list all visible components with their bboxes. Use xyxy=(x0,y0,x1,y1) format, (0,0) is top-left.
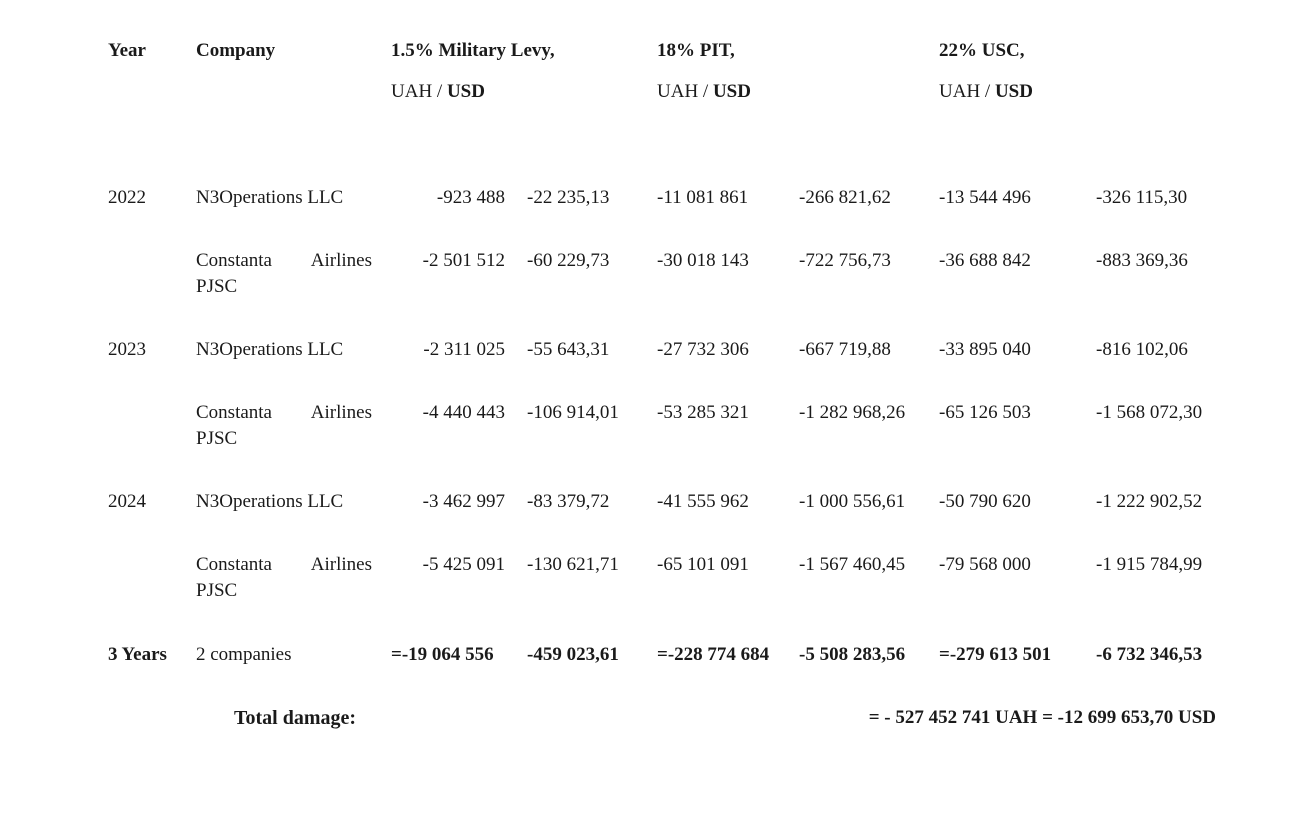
unit-uah: UAH xyxy=(939,81,981,102)
totals-pit-uah: =-228 774 684 xyxy=(657,644,770,665)
unit-slash: / xyxy=(698,81,713,102)
cell-pit-uah: -53 285 321 xyxy=(657,402,749,423)
cell-pit-uah: -11 081 861 xyxy=(657,187,749,208)
cell-usc-usd: -1 915 784,99 xyxy=(1096,554,1203,575)
header-levy-title: 1.5% Military Levy, xyxy=(391,40,555,61)
row-company xyxy=(196,401,372,425)
total-damage-value: = - 527 452 741 UAH = -12 699 653,70 USD xyxy=(868,707,1216,728)
unit-usd: USD xyxy=(994,81,1033,102)
cell-usc-uah: -65 126 503 xyxy=(939,402,1031,423)
cell-levy-usd: -106 914,01 xyxy=(527,402,619,423)
cell-pit-uah: -65 101 091 xyxy=(657,554,749,575)
company-line2: PJSC xyxy=(196,276,238,297)
totals-usc-usd: -6 732 346,53 xyxy=(1096,644,1203,665)
cell-pit-usd: -1 567 460,45 xyxy=(799,554,906,575)
unit-slash: / xyxy=(432,81,447,102)
cell-levy-usd: -130 621,71 xyxy=(527,554,619,575)
cell-levy-uah: -5 425 091 xyxy=(422,554,505,575)
totals-pit-usd: -5 508 283,56 xyxy=(799,644,906,665)
company-line1: Constanta Airlines xyxy=(196,250,372,271)
company-line2: PJSC xyxy=(196,428,238,449)
cell-usc-uah: -50 790 620 xyxy=(939,491,1031,512)
cell-usc-usd: -1 568 072,30 xyxy=(1096,402,1203,423)
header-pit-units xyxy=(657,80,751,104)
cell-pit-usd: -1 282 968,26 xyxy=(799,402,906,423)
header-usc-title: 22% USC, xyxy=(939,40,1025,61)
company-line1: Constanta Airlines xyxy=(196,554,372,575)
header-usc-units xyxy=(939,80,1033,104)
cell-usc-uah: -13 544 496 xyxy=(939,187,1031,208)
row-company: N3Operations LLC xyxy=(196,491,344,512)
cell-usc-usd: -816 102,06 xyxy=(1096,339,1188,360)
row-year: 2023 xyxy=(108,339,146,360)
cell-levy-uah: -923 488 xyxy=(436,187,505,208)
cell-usc-usd: -883 369,36 xyxy=(1096,250,1188,271)
cell-usc-usd: -326 115,30 xyxy=(1096,187,1188,208)
total-damage-label: Total damage: xyxy=(234,707,357,729)
cell-levy-uah: -4 440 443 xyxy=(422,402,505,423)
row-company: N3Operations LLC xyxy=(196,339,344,360)
totals-usc-uah: =-279 613 501 xyxy=(939,644,1052,665)
company-line1: Constanta Airlines xyxy=(196,402,372,423)
unit-uah: UAH xyxy=(657,81,699,102)
header-year: Year xyxy=(108,40,146,61)
cell-pit-usd: -1 000 556,61 xyxy=(799,491,906,512)
company-line2: PJSC xyxy=(196,580,238,601)
totals-year: 3 Years xyxy=(108,644,167,665)
unit-usd: USD xyxy=(712,81,751,102)
header-levy-units xyxy=(391,80,485,104)
totals-company: 2 companies xyxy=(196,644,292,665)
totals-levy-usd: -459 023,61 xyxy=(527,644,619,665)
cell-pit-uah: -30 018 143 xyxy=(657,250,749,271)
row-year: 2024 xyxy=(108,491,146,512)
totals-levy-uah: =-19 064 556 xyxy=(391,644,494,665)
cell-levy-usd: -60 229,73 xyxy=(527,250,610,271)
unit-slash: / xyxy=(980,81,995,102)
cell-usc-uah: -36 688 842 xyxy=(939,250,1031,271)
cell-usc-usd: -1 222 902,52 xyxy=(1096,491,1203,512)
row-company: N3Operations LLC xyxy=(196,187,344,208)
cell-pit-usd: -722 756,73 xyxy=(799,250,891,271)
cell-levy-uah: -2 311 025 xyxy=(423,339,505,360)
row-company xyxy=(196,249,372,273)
cell-usc-uah: -79 568 000 xyxy=(939,554,1031,575)
cell-levy-usd: -55 643,31 xyxy=(527,339,610,360)
cell-pit-usd: -266 821,62 xyxy=(799,187,891,208)
cell-levy-usd: -83 379,72 xyxy=(527,491,610,512)
header-company: Company xyxy=(196,40,276,61)
row-year: 2022 xyxy=(108,187,146,208)
header-pit-title: 18% PIT, xyxy=(657,40,735,61)
row-company xyxy=(196,553,372,577)
cell-levy-uah: -3 462 997 xyxy=(422,491,505,512)
cell-levy-usd: -22 235,13 xyxy=(527,187,610,208)
unit-uah: UAH xyxy=(391,81,433,102)
cell-usc-uah: -33 895 040 xyxy=(939,339,1031,360)
unit-usd: USD xyxy=(446,81,485,102)
cell-pit-uah: -41 555 962 xyxy=(657,491,749,512)
cell-levy-uah: -2 501 512 xyxy=(422,250,505,271)
cell-pit-usd: -667 719,88 xyxy=(799,339,891,360)
cell-pit-uah: -27 732 306 xyxy=(657,339,749,360)
